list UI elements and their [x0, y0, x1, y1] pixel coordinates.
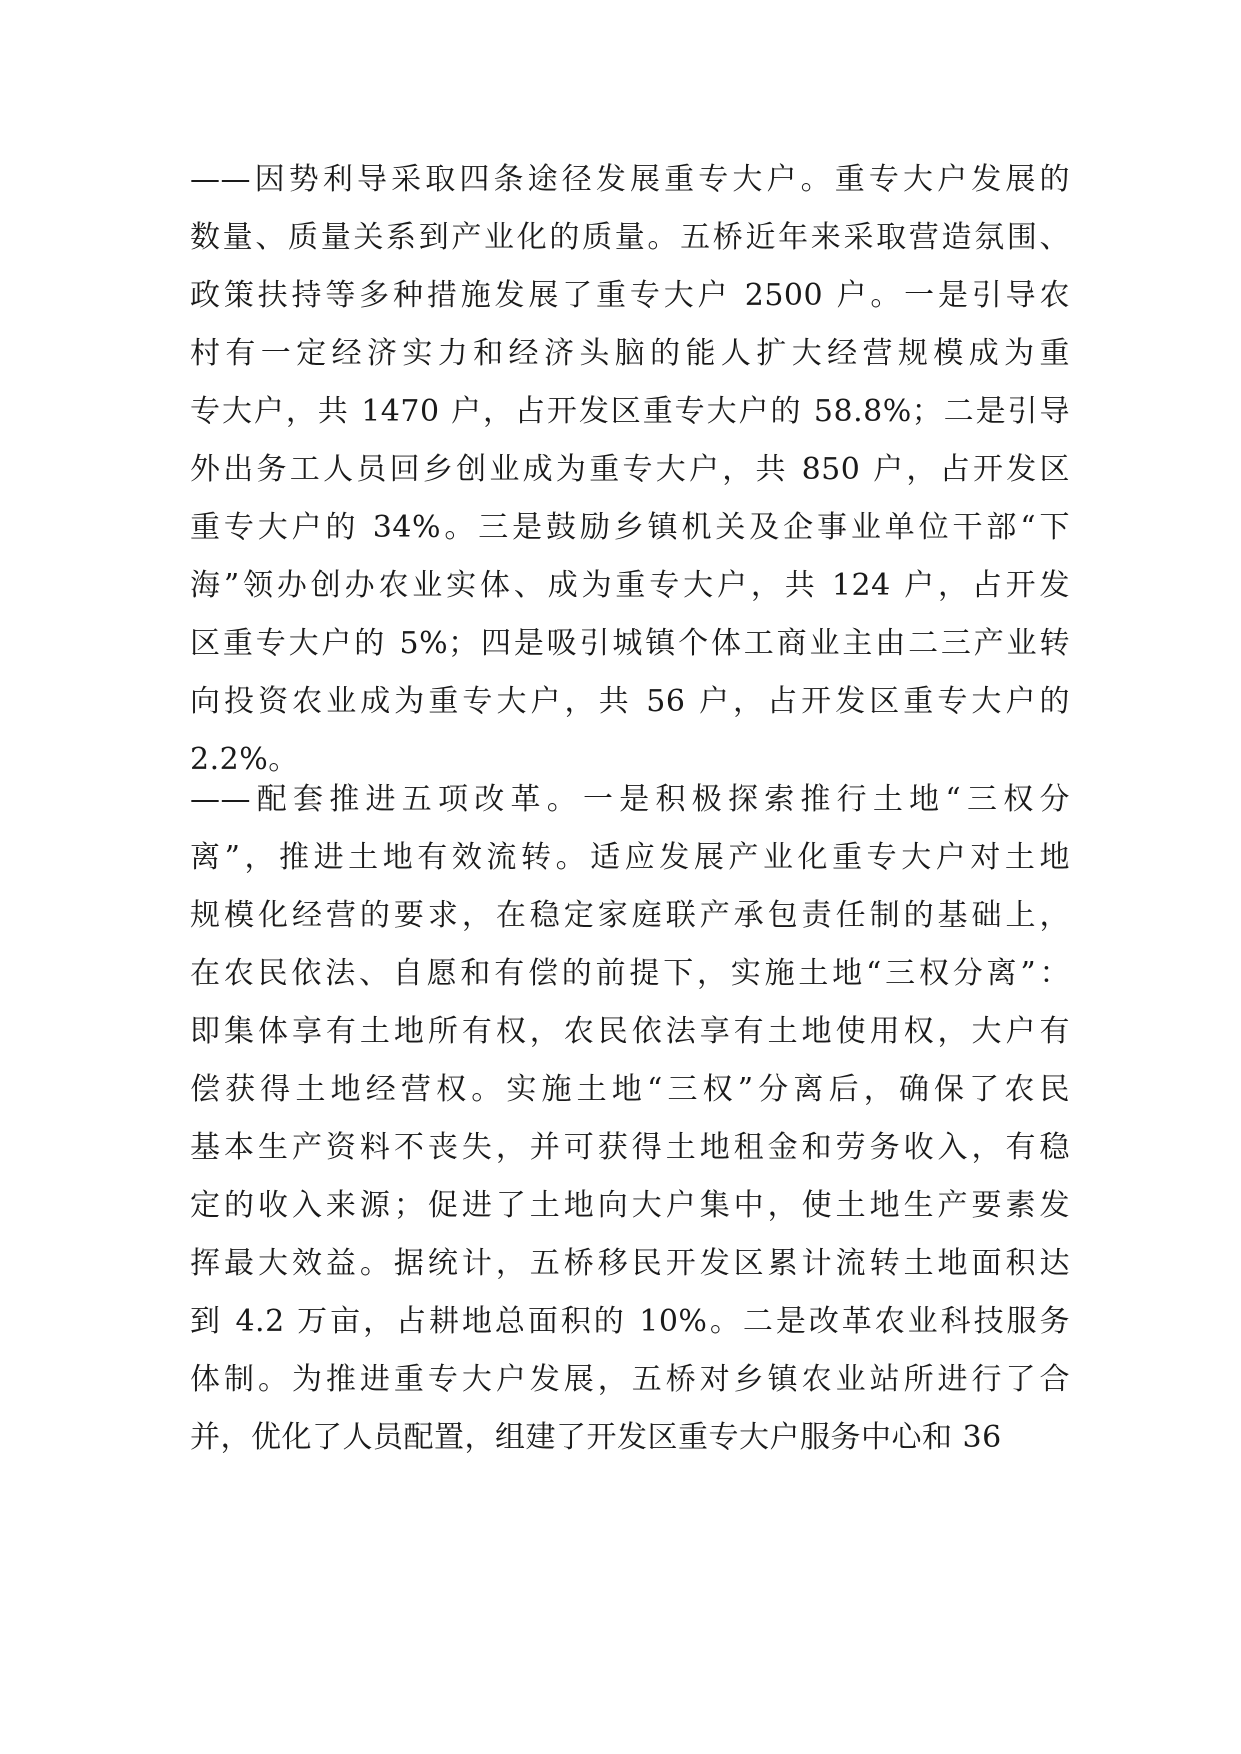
paragraph-1-line-3: 政策扶持等多种措施发展了重专大户 2500 户。一是引导农 [190, 278, 1070, 313]
paragraph-1-line-2: 数量、质量关系到产业化的质量。五桥近年来采取营造氛围、 [190, 220, 1070, 255]
paragraph-1-line-11: 2.2%。 [190, 742, 299, 777]
paragraph-2-line-9: 挥最大效益。据统计，五桥移民开发区累计流转土地面积达 [190, 1246, 1070, 1281]
paragraph-2-line-12: 并，优化了人员配置，组建了开发区重专大户服务中心和 36 [190, 1420, 1002, 1455]
paragraph-1-line-10: 向投资农业成为重专大户，共 56 户，占开发区重专大户的 [190, 684, 1070, 719]
paragraph-1-line-1: ——因势利导采取四条途径发展重专大户。重专大户发展的 [190, 162, 1070, 197]
paragraph-2-line-11: 体制。为推进重专大户发展，五桥对乡镇农业站所进行了合 [190, 1362, 1070, 1397]
paragraph-2-line-3: 规模化经营的要求，在稳定家庭联产承包责任制的基础上， [190, 898, 1070, 933]
paragraph-2-line-6: 偿获得土地经营权。实施土地“三权”分离后，确保了农民 [190, 1072, 1070, 1107]
paragraph-1-line-4: 村有一定经济实力和经济头脑的能人扩大经营规模成为重 [190, 336, 1070, 371]
paragraph-2-line-1: ——配套推进五项改革。一是积极探索推行土地“三权分 [190, 782, 1070, 817]
paragraph-2-line-10: 到 4.2 万亩，占耕地总面积的 10%。二是改革农业科技服务 [190, 1304, 1070, 1339]
paragraph-2-line-8: 定的收入来源；促进了土地向大户集中，使土地生产要素发 [190, 1188, 1070, 1223]
paragraph-2-line-4: 在农民依法、自愿和有偿的前提下，实施土地“三权分离”： [190, 956, 1070, 991]
paragraph-2-line-2: 离”，推进土地有效流转。适应发展产业化重专大户对土地 [190, 840, 1070, 875]
paragraph-2-line-5: 即集体享有土地所有权，农民依法享有土地使用权，大户有 [190, 1014, 1070, 1049]
paragraph-1-line-6: 外出务工人员回乡创业成为重专大户，共 850 户，占开发区 [190, 452, 1070, 487]
paragraph-1-line-8: 海”领办创办农业实体、成为重专大户，共 124 户，占开发 [190, 568, 1070, 603]
paragraph-1-line-7: 重专大户的 34%。三是鼓励乡镇机关及企事业单位干部“下 [190, 510, 1070, 545]
paragraph-1-line-5: 专大户，共 1470 户，占开发区重专大户的 58.8%；二是引导 [190, 394, 1070, 429]
paragraph-1-line-9: 区重专大户的 5%；四是吸引城镇个体工商业主由二三产业转 [190, 626, 1070, 661]
paragraph-2-line-7: 基本生产资料不丧失，并可获得土地租金和劳务收入，有稳 [190, 1130, 1070, 1165]
